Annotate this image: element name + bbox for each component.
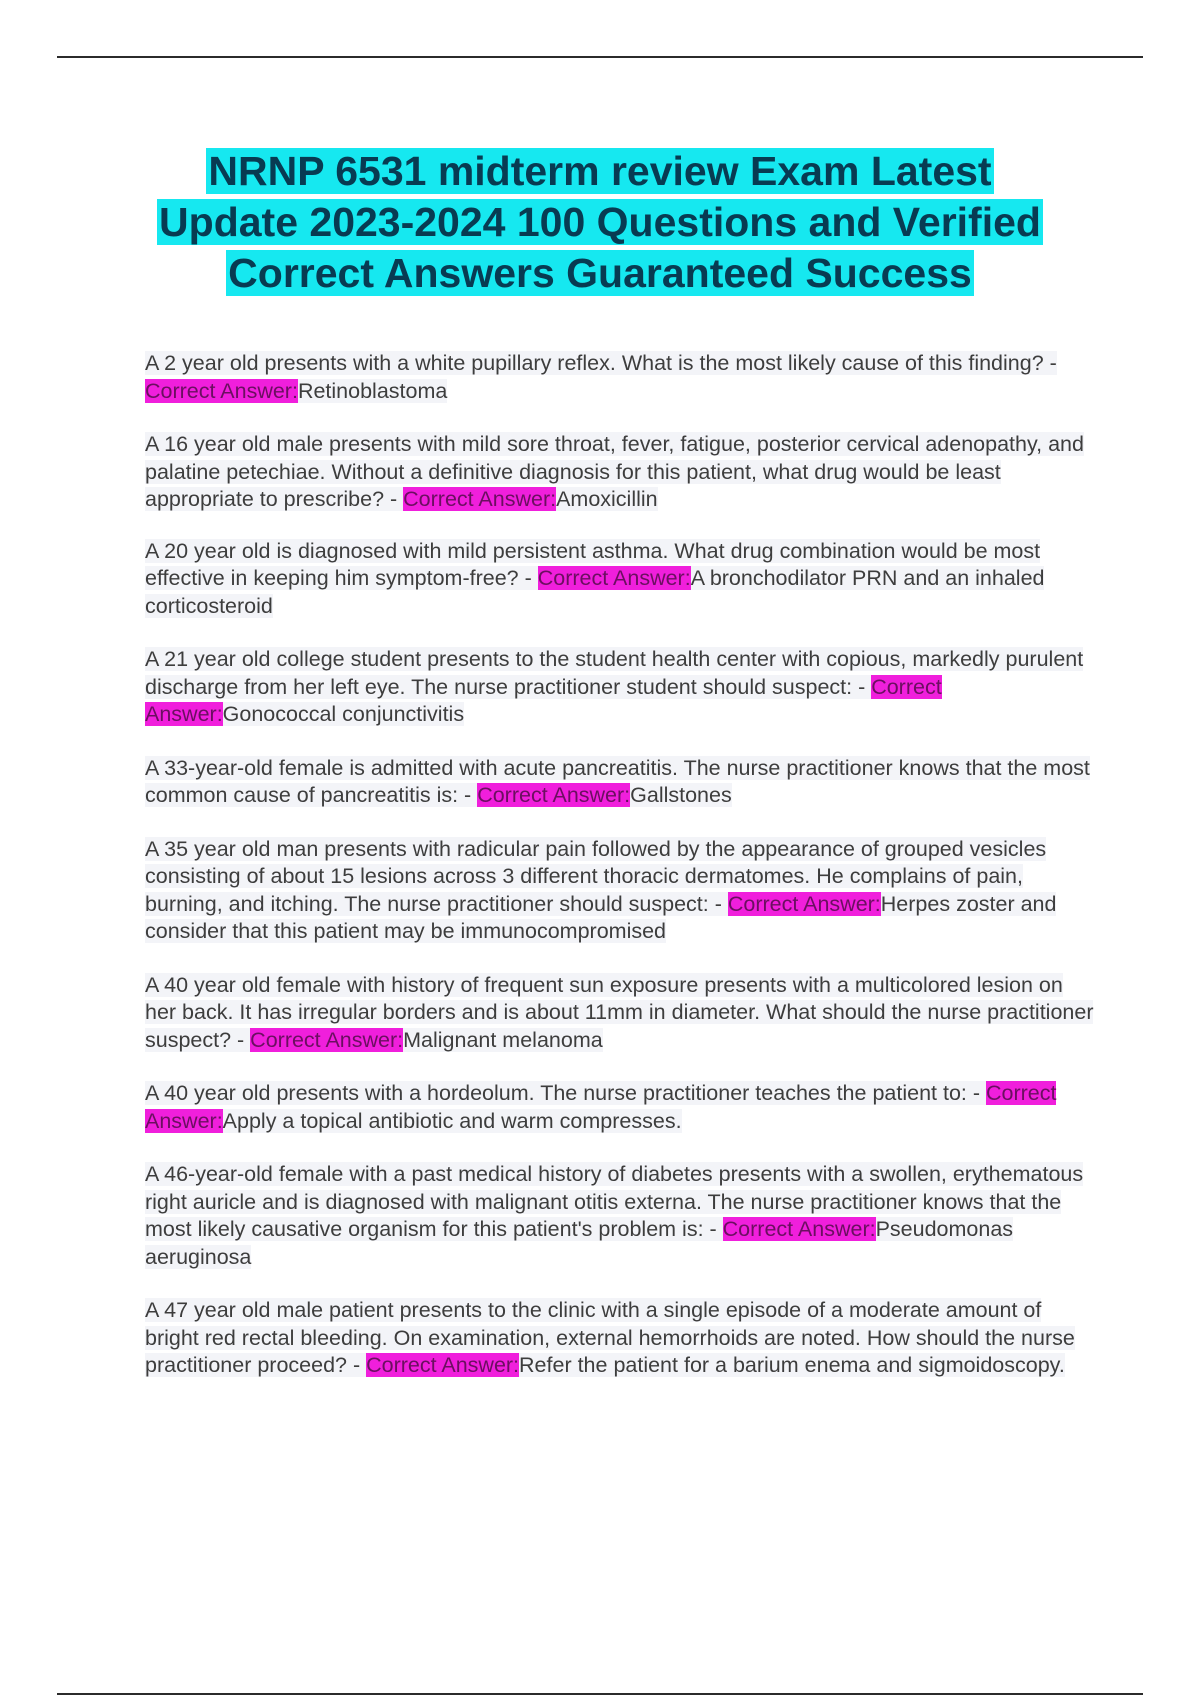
correct-answer-label: Correct Answer: [403,487,557,511]
correct-answer-label: Correct Answer: [145,378,298,403]
question-text: A 46-year-old female with a past medical history of diabetes presents with a swollen, erythematous right auricle and is diagnosed with malignant otitis externa. The nurse practitioner knows that the most likely causative organism for this patient's problem is: - [145,1162,1084,1241]
qa-item [145,1080,1095,1135]
correct-answer-label: Correct Answer: [477,783,631,807]
question-text: A 40 year old presents with a hordeolum. The nurse practitioner teaches the patient to: - [145,1081,986,1105]
question-text: A 16 year old male presents with mild sore throat, fever, fatigue, posterior cervical adenopathy, and palatine petechiae. Without a definitive diagnosis for this patient, what drug would be least appropriate to prescribe? - [145,432,1084,511]
question-text: A 47 year old male patient presents to the clinic with a single episode of a moderate amount of bright red rectal bleeding. On examination, external hemorrhoids are noted. How should the nurse practitioner proceed? - [145,1298,1075,1377]
answer-text: Refer the patient for a barium enema and sigmoidoscopy. [519,1353,1065,1377]
correct-answer-label: Correct Answer: [727,891,881,916]
bottom-divider [57,1693,1143,1695]
answer-text: Gallstones [630,783,732,807]
question-text: A 20 year old is diagnosed with mild persistent asthma. What drug combination would be most effective in keeping him symptom-free? - [145,538,1041,590]
correct-answer-label: Correct Answer: [145,1081,1057,1133]
answer-text: Apply a topical antibiotic and warm compresses. [222,1108,682,1133]
answer-text: Herpes zoster and consider that this patient may be immunocompromised [145,891,1057,943]
qa-item [145,755,1095,810]
qa-item [145,836,1095,946]
qa-item [145,431,1095,514]
correct-answer-label: Correct Answer: [250,1027,404,1052]
answer-text: Malignant melanoma [403,1027,603,1052]
qa-item [145,538,1095,621]
title-block [150,146,1050,299]
correct-answer-label: Correct Answer: [722,1217,876,1241]
correct-answer-label: Correct Answer: [145,674,942,726]
qa-item [145,972,1095,1055]
correct-answer-label: Correct Answer: [537,566,691,590]
document-title [150,146,1050,299]
qa-list [145,350,1095,1380]
answer-text: Gonococcal conjunctivitis [222,702,465,726]
correct-answer-label: Correct Answer: [366,1353,520,1377]
question-text: A 21 year old college student presents to the student health center with copious, markedly purulent discharge from her left eye. The nurse practitioner student should suspect: - [145,647,1084,699]
answer-text: Pseudomonas aeruginosa [145,1217,1014,1269]
top-divider [57,56,1143,58]
qa-item [145,1297,1095,1380]
question-text: A 2 year old presents with a white pupillary reflex. What is the most likely cause of this finding? - [145,351,1057,375]
qa-item [145,646,1095,729]
answer-text: Amoxicillin [556,487,658,511]
answer-text: A bronchodilator PRN and an inhaled corticosteroid [145,566,1045,618]
question-text: A 33-year-old female is admitted with acute pancreatitis. The nurse practitioner knows that the most common cause of pancreatitis is: - [145,755,1090,807]
answer-text: Retinoblastoma [297,378,448,403]
question-text: A 40 year old female with history of frequent sun exposure presents with a multicolored lesion on her back. It has irregular borders and is about 11mm in diameter. What should the nurse practitioner suspect? - [145,972,1094,1052]
question-text: A 35 year old man presents with radicular pain followed by the appearance of grouped vesicles consisting of about 15 lesions across 3 different thoracic dermatomes. He complains of pain, burning, and itching. The nurse practitioner should suspect: - [145,836,1047,916]
qa-item [145,350,1095,405]
qa-item [145,1161,1095,1271]
document-title-text: NRNP 6531 midterm review Exam Latest Update 2023-2024 100 Questions and Verified Correct Answers Guaranteed Success [159,148,1041,296]
